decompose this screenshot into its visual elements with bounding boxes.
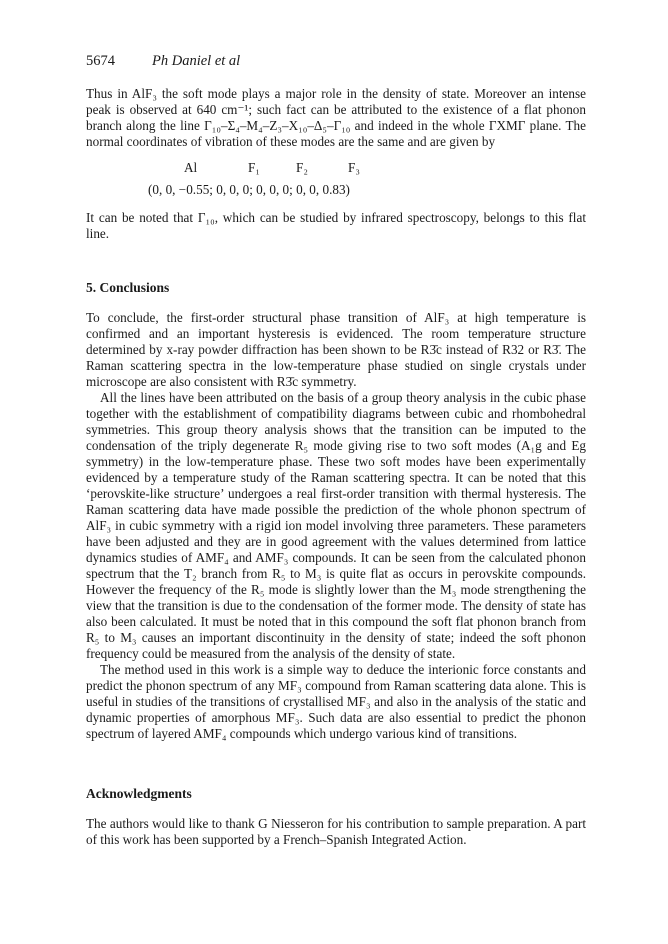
normal-coordinates (86, 160, 586, 198)
running-authors: Ph Daniel et al (152, 53, 241, 69)
atom-label-f1: F₁ (248, 160, 260, 175)
acknowledgments-text: The authors would like to thank G Niesseron for his contribution to sample preparation. A part of this work has been supported by a French–Spanish Integrated Action. (86, 816, 586, 847)
atom-label-f3: F₃ (348, 160, 360, 175)
page (86, 52, 586, 848)
paragraph-gamma10: It can be noted that Γ₁₀, which can be studied by infrared spectroscopy, belongs to this flat line. (86, 210, 586, 241)
paragraph-soft-mode: Thus in AlF₃ the soft mode plays a major role in the density of state. Moreover an intense peak is observed at 640 cm⁻¹; such fact can be attributed to the existence of a flat phonon branch along the line Γ₁₀–Σ₄–M₄–Z₃–X₁₀–Δ₅–Γ₁₀ and indeed in the whole ΓXMΓ plane. The normal coordinates of vibration of these modes are the same and are given by (86, 86, 586, 149)
conclusions-body (86, 310, 586, 742)
atom-label-al: Al (184, 160, 198, 175)
conclusions-paragraph-2: All the lines have been attributed on the basis of a group theory analysis in the cubic phase together with the establishment of compatibility diagrams between cubic and rhombohedral symmetries. This group theory analysis shows that the transition can be imputed to the condensation of the triply degenerate R₅ mode giving rise to two soft modes (A₁g and Eg symmetry) in the low-temperature phase. These two soft modes have been experimentally evidenced by a temperature study of the Raman scattering spectra. It can be noted that this ‘perovskite-like structure’ undergoes a real first-order transition with thermal hysteresis. The Raman scattering data have made possible the prediction of the whole phonon spectrum of AlF₃ in cubic symmetry with a rigid ion model involving three parameters. These parameters have been adjusted and they are in good agreement with the values determined from lattice dynamics studies of AMF₄ and AMF₃ compounds. It can be seen from the calculated phonon spectrum that the T₂ branch from R₅ to M₃ is quite flat as occurs in perovskite compounds. However the frequency of the R₅ mode is slightly lower than the M₃ mode strengthening the view that the transition is due to the condensation of the former mode. The density of state has also been calculated. It must be noted that in this compound the soft flat phonon branch from R₅ to M₃ causes an important discontinuity in the density of state; indeed the soft phonon frequency could be measured from the analysis of the density of state. (86, 390, 586, 661)
section-title-conclusions: 5. Conclusions (86, 280, 170, 295)
page-number: 5674 (86, 53, 115, 69)
running-header (86, 52, 586, 70)
atom-labels (86, 160, 586, 178)
conclusions-paragraph-3: The method used in this work is a simple way to deduce the interionic force constants and predict the phonon spectrum of any MF₃ compound from Raman scattering data alone. This is useful in studies of the transitions of crystallised MF₃ and also in the analysis of the static and dynamic properties of amorphous MF₃. Such data are also essential to predict the phonon spectrum of layered AMF₄ compounds which undergo various kind of transitions. (86, 662, 586, 741)
coordinate-values: (0, 0, −0.55; 0, 0, 0; 0, 0, 0; 0, 0, 0.83) (148, 182, 350, 197)
conclusions-paragraph-1: To conclude, the first-order structural phase transition of AlF₃ at high temperature is confirmed and an important hysteresis is evidenced. The room temperature structure determined by x-ray powder diffraction has been shown to be R3̄c instead of R32 or R3̄. The Raman scattering spectra in the low-temperature phase studied on single crystals under microscope are also consistent with R3̄c symmetry. (86, 310, 586, 389)
section-title-acknowledgments: Acknowledgments (86, 786, 192, 801)
atom-label-f2: F₂ (296, 160, 308, 175)
